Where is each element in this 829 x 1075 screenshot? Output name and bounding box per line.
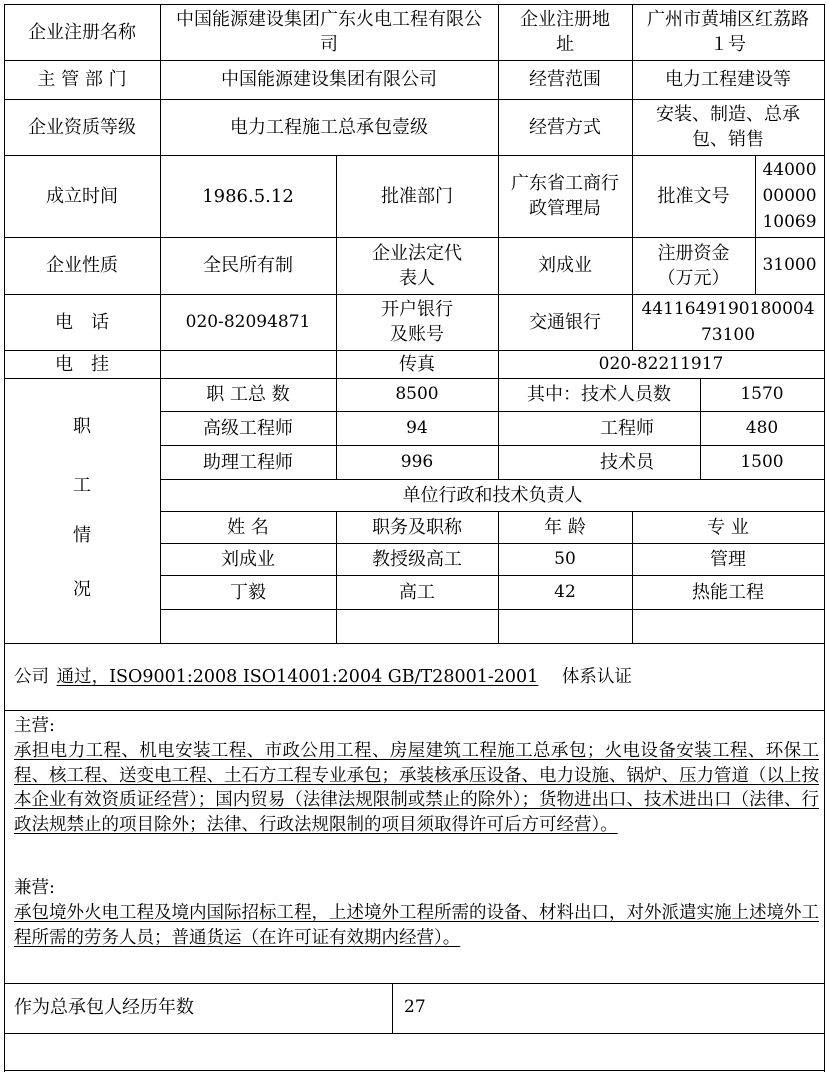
staff-section-char-2: 工 (73, 474, 91, 496)
certification-line (14, 665, 632, 690)
approval-dept-label: 批准部门 (381, 185, 453, 207)
approval-no-label: 批准文号 (657, 185, 730, 207)
company-name-value: 中国能源建设集团广东火电工程有限公司 (176, 9, 482, 55)
capital-label: 注册资金（万元） (657, 242, 730, 289)
phone-value: 020-82094871 (185, 311, 311, 332)
fax-label: 传真 (399, 353, 435, 375)
main-business-text: 承担电力工程、机电安装工程、市政公用工程、房屋建筑工程施工总承包；火电设备安装工程、环保工程、核工程、送变电工程、土石方工程专业承包；承装核承压设备、电力设施、锅炉、压力管道（以上按本企业有效资质证经营）；国内贸易（法律法规限制或禁止的除外）；货物进出口、技术进出口（法律、行政法规禁止的项目除外；法律、行政法规限制的项目须取得许可后方可经营）。 (14, 741, 819, 835)
leaders-header-age: 年 龄 (544, 516, 586, 538)
side-business-text: 承包境外火电工程及境内国际招标工程，上述境外工程所需的设备、材料出口，对外派遣实施上述境外工程所需的劳务人员；普通货运（在许可证有效期内经营）。 (14, 903, 819, 948)
qualification-label: 企业资质等级 (28, 116, 136, 138)
engineer-value: 480 (745, 417, 779, 438)
leader-2-name: 丁毅 (230, 581, 266, 603)
phone-label: 电 话 (55, 311, 109, 333)
assistant-engineer-value: 996 (400, 451, 434, 472)
nature-value: 全民所有制 (203, 255, 293, 276)
experience-value: 27 (404, 997, 426, 1017)
senior-engineer-label: 高级工程师 (203, 417, 293, 439)
leader-2-major: 热能工程 (692, 581, 764, 603)
staff-tech-value: 1570 (740, 384, 784, 404)
founded-label: 成立时间 (46, 185, 118, 207)
leaders-title: 单位行政和技术负责人 (402, 484, 583, 506)
senior-engineer-value: 94 (406, 417, 428, 438)
capital-value: 31000 (762, 255, 817, 275)
technician-value: 1500 (740, 451, 784, 472)
telegraph-label: 电 挂 (55, 353, 109, 375)
staff-total-value: 8500 (395, 384, 439, 404)
scope-label: 经营范围 (529, 69, 601, 90)
leader-2-age: 42 (554, 581, 576, 602)
staff-section-char-3: 情 (73, 524, 91, 546)
leader-1-major: 管理 (710, 548, 746, 570)
bank-label: 开户银行及账号 (381, 299, 453, 345)
certification-standards: 通过，ISO9001:2008 ISO14001:2004 GB/T28001-2001 (56, 667, 539, 687)
staff-tech-label: 其中：技术人员数 (527, 384, 671, 405)
legal-rep-label: 企业法定代表人 (372, 242, 462, 289)
legal-rep-value: 刘成业 (538, 255, 592, 276)
mode-value: 安装、制造、总承包、销售 (656, 104, 800, 150)
staff-section-char-4: 况 (73, 578, 91, 600)
leaders-header-title: 职务及职称 (372, 516, 462, 538)
approval-no-value: 440000000010069 (762, 160, 817, 232)
bank-account: 441164919018000473100 (641, 299, 815, 345)
certification-suffix: 体系认证 (561, 667, 632, 687)
technician-label: 技术员 (600, 451, 654, 473)
assistant-engineer-label: 助理工程师 (203, 451, 293, 473)
approval-dept-value: 广东省工商行政管理局 (511, 173, 619, 219)
supervisor-label: 主 管 部 门 (37, 69, 127, 90)
supervisor-value: 中国能源建设集团有限公司 (221, 69, 437, 90)
leader-2-title: 高工 (399, 581, 435, 603)
certification-prefix: 公司 (14, 667, 49, 687)
engineer-label: 工程师 (600, 417, 654, 439)
bank-name: 交通银行 (529, 311, 601, 333)
experience-label: 作为总承包人经历年数 (14, 997, 194, 1018)
main-business-label: 主营: (14, 716, 55, 736)
qualification-value: 电力工程施工总承包壹级 (230, 116, 428, 138)
nature-label: 企业性质 (46, 255, 118, 276)
fax-value: 020-82211917 (598, 353, 724, 374)
staff-section-char-1: 职 (73, 415, 91, 437)
leader-1-name: 刘成业 (221, 548, 275, 570)
company-name-label: 企业注册名称 (28, 21, 136, 43)
staff-total-label: 职 工总 数 (206, 384, 290, 405)
address-value: 广州市黄埔区红荔路１号 (647, 9, 809, 55)
leader-1-age: 50 (554, 548, 576, 569)
mode-label: 经营方式 (529, 116, 601, 138)
side-business-label: 兼营: (14, 878, 55, 898)
leaders-header-name: 姓 名 (227, 516, 269, 538)
scope-value: 电力工程建设等 (665, 69, 791, 90)
founded-value: 1986.5.12 (202, 185, 294, 207)
leader-1-title: 教授级高工 (372, 548, 462, 570)
address-label: 企业注册地 址 (520, 9, 628, 55)
leaders-header-major: 专 业 (707, 516, 749, 538)
